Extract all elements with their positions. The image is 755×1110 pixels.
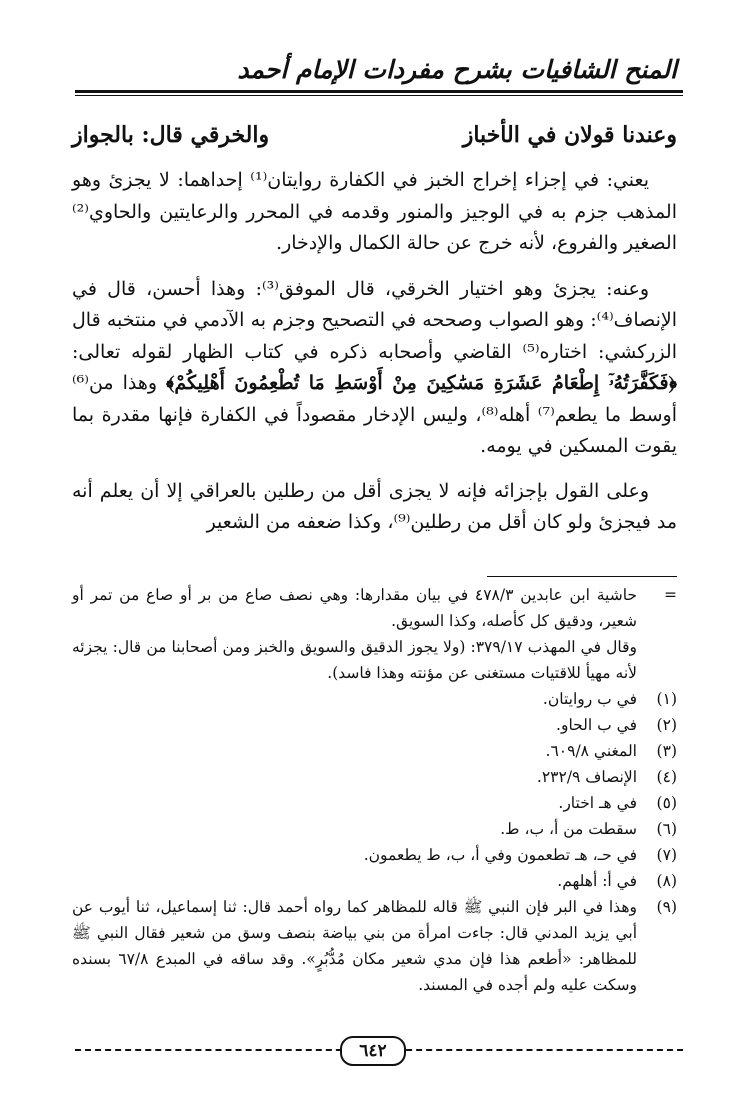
footnote-separator [487, 576, 677, 577]
paragraph-2-after-verse: وهذا من⁽⁶⁾ أوسط ما يطعم⁽⁷⁾ أهله⁽⁸⁾، وليس الإدخار مقصوداً في الكفارة فإنها مقدرة بما يقوت المسكين في يومه. [72, 372, 678, 457]
footnote-item [72, 712, 677, 738]
footnote-item [72, 894, 677, 998]
footnote-number: (١) [656, 690, 677, 708]
verse-hemistich-second: والخرقي قال: بالجواز [72, 122, 270, 148]
paragraph-2-before-verse: وعنه: يجزئ وهو اختيار الخرقي، قال الموفق⁽³⁾: وهذا أحسن، قال في الإنصاف⁽⁴⁾: وهو الصواب وصححه في التصحيح وجزم به الآدمي في منتخبه قال الزركشي: اختاره⁽⁵⁾ القاضي وأصحابه ذكره في كتاب الظهار لقوله تعالى: [72, 277, 677, 363]
paragraph-3: وعلى القول بإجزائه فإنه لا يجزى أقل من رطلين بالعراقي إلا أن يعلم أنه مد فيجزئ ولو كان أقل من رطلين⁽⁹⁾، وكذا ضعفه من الشعير [72, 479, 677, 533]
footnote-item [72, 790, 677, 816]
page-number: ٦٤٢ [340, 1036, 406, 1066]
footnotes-section [72, 582, 677, 998]
footnote-number: (٢) [656, 716, 677, 734]
footnote-text: في ب روايتان. [542, 690, 637, 708]
footnote-text: وهذا في البر فإن النبي ﷺ قاله للمظاهر كما رواه أحمد قال: ثنا إسماعيل، ثنا أيوب عن أبي يزيد المدني قال: جاءت امرأة من بني بياضة بنصف وسق من شعير فقال النبي ﷺ للمظاهر: «أطعم هذا فإن مدي شعير مكان مُدُّبُرٍ». وقد ساقه في المبدع ٦٧/٨ بسنده وسكت عليه ولم أجده في المسند. [72, 898, 637, 994]
footnote-text: في هـ اختار. [558, 794, 637, 812]
running-header-title: المنح الشافيات بشرح مفردات الإمام أحمد [237, 55, 677, 84]
footnote-item [72, 764, 677, 790]
footnote-text: في أ: أهلهم. [557, 872, 637, 890]
footnote-text: حاشية ابن عابدين ٤٧٨/٣ في بيان مقدارها: وهي نصف صاع من بر أو صاع من تمر أو شعير، ودقيق كل كأصله، وكذا السويق. [72, 586, 637, 630]
footnote-number: (٤) [656, 768, 677, 786]
footnote-text: في حـ، هـ تطعمون وفي أ، ب، ط يطعمون. [363, 846, 637, 864]
paragraph-1: يعني: في إجزاء إخراج الخبز في الكفارة روايتان⁽¹⁾ إحداهما: لا يجزئ وهو المذهب جزم به في الوجيز والمنور وقدمه في المحرر والرعايتين والحاوي⁽²⁾ الصغير والفروع، لأنه خرج عن حالة الكمال والإدخار. [72, 169, 677, 254]
footnote-number: (٦) [656, 820, 677, 838]
footnote-item [72, 816, 677, 842]
footnote-number: (٧) [656, 846, 677, 864]
footnote-text: الإنصاف ٢٣٢/٩. [536, 768, 637, 786]
verse-hemistich-first: وعندنا قولان في الأخباز [462, 122, 677, 148]
footnote-number: (٨) [656, 872, 677, 890]
paragraph-2 [72, 274, 677, 463]
footnote-item [72, 686, 677, 712]
footnote-number: (٥) [656, 794, 677, 812]
footnote-continuation-2: وقال في المهذب ٣٧٩/١٧: (ولا يجوز الدقيق والسويق والخبز ومن أصحابنا من قال: يجزئه لأنه مهيأ للاقتيات مستغنى عن مؤنته وهذا فاسد). [72, 638, 637, 682]
footnote-item [72, 868, 677, 894]
continuation-mark: = [664, 586, 677, 604]
footnote-continuation-1 [72, 582, 677, 634]
footnote-item [72, 738, 677, 764]
header-rule-thin [75, 95, 683, 96]
footnote-number: (٩) [656, 898, 677, 916]
main-body-text [72, 165, 677, 553]
footnote-item [72, 842, 677, 868]
footnote-text: في ب الحاو. [556, 716, 637, 734]
header-rule-thick [75, 90, 683, 93]
footnote-text: سقطت من أ، ب، ط. [500, 820, 637, 838]
poem-verse [72, 117, 677, 153]
footnote-text: المغني ٦٠٩/٨. [545, 742, 637, 760]
quran-verse: ﴿فَكَفَّرَتُهُۥٓ إِطْعَامُ عَشَرَةِ مَسَٰكِينَ مِنْ أَوْسَطِ مَا تُطْعِمُونَ أَهْلِيكُمْ﴾ [166, 372, 678, 394]
footnote-number: (٣) [656, 742, 677, 760]
